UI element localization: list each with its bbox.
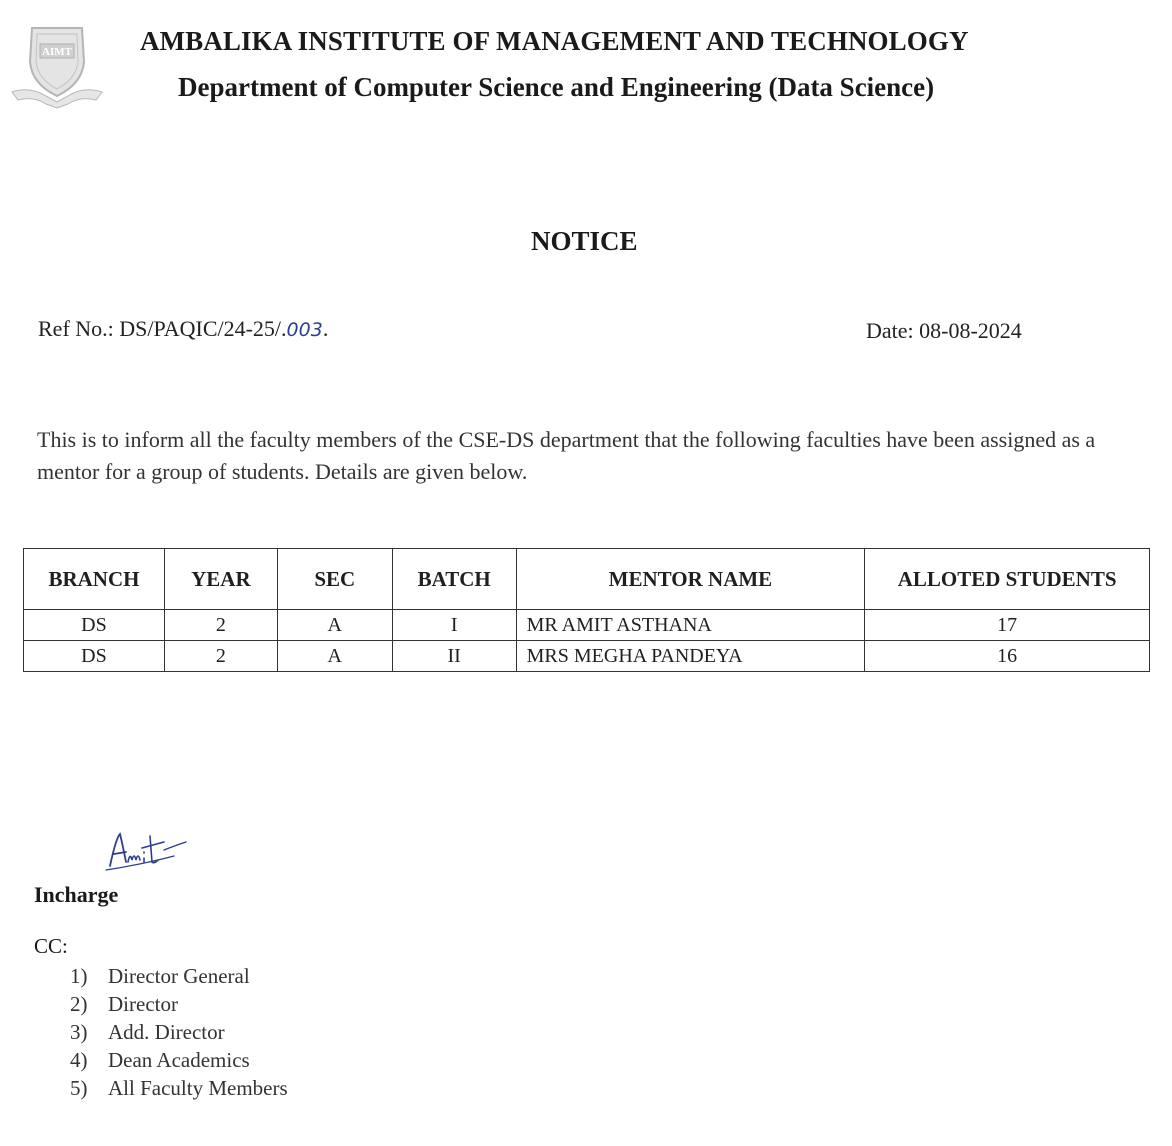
ref-label: Ref No.: DS/PAQIC/24-25/. — [38, 316, 287, 341]
cc-item-text: All Faculty Members — [108, 1076, 288, 1100]
cell-branch: DS — [24, 610, 165, 641]
header-batch: BATCH — [392, 549, 516, 610]
cc-item-number: 5) — [70, 1076, 88, 1100]
list-item — [70, 1074, 288, 1102]
department-name: Department of Computer Science and Engineering (Data Science) — [178, 72, 935, 102]
cell-branch: DS — [24, 641, 165, 672]
cell-alloted-students: 16 — [865, 641, 1150, 672]
cell-mentor-name: MR AMIT ASTHANA — [516, 610, 865, 641]
notice-title: NOTICE — [531, 226, 638, 256]
cell-year: 2 — [164, 641, 277, 672]
institute-logo — [10, 22, 104, 110]
header-sec: SEC — [277, 549, 392, 610]
header-year: YEAR — [164, 549, 277, 610]
cc-item-number: 2) — [70, 992, 88, 1016]
cc-label: CC: — [34, 934, 68, 958]
cell-batch: II — [392, 641, 516, 672]
list-item — [70, 1018, 288, 1046]
cc-list — [70, 962, 288, 1102]
table-row — [24, 610, 1150, 641]
list-item — [70, 962, 288, 990]
cc-item-text: Dean Academics — [108, 1048, 250, 1072]
svg-text:AIMT: AIMT — [42, 46, 72, 58]
header-alloted-students: ALLOTED STUDENTS — [865, 549, 1150, 610]
incharge-label: Incharge — [34, 882, 119, 907]
cc-item-number: 3) — [70, 1020, 88, 1044]
cc-item-text: Director General — [108, 964, 250, 988]
cell-sec: A — [277, 641, 392, 672]
intro-paragraph: This is to inform all the faculty members of the CSE-DS department that the following faculties have been assigned as a mentor for a group of students. Details are given below. — [37, 427, 1096, 484]
cell-year: 2 — [164, 610, 277, 641]
cc-item-number: 4) — [70, 1048, 88, 1072]
mentor-table — [23, 548, 1150, 672]
cc-item-text: Add. Director — [108, 1020, 225, 1044]
notice-date: Date: 08-08-2024 — [866, 318, 1022, 343]
header-branch: BRANCH — [24, 549, 165, 610]
ref-suffix: . — [322, 316, 329, 341]
header-mentor-name: MENTOR NAME — [516, 549, 865, 610]
institute-name: AMBALIKA INSTITUTE OF MANAGEMENT AND TECHNOLOGY — [140, 26, 969, 56]
cell-batch: I — [392, 610, 516, 641]
cell-alloted-students: 17 — [865, 610, 1150, 641]
list-item — [70, 990, 288, 1018]
list-item — [70, 1046, 288, 1074]
cell-mentor-name: MRS MEGHA PANDEYA — [516, 641, 865, 672]
cell-sec: A — [277, 610, 392, 641]
signature — [104, 828, 190, 874]
cc-item-number: 1) — [70, 964, 88, 988]
ref-number — [38, 316, 328, 342]
table-row — [24, 641, 1150, 672]
table-header-row — [24, 549, 1150, 610]
ref-handwritten-number: 003 — [286, 319, 323, 341]
cc-item-text: Director — [108, 992, 178, 1016]
